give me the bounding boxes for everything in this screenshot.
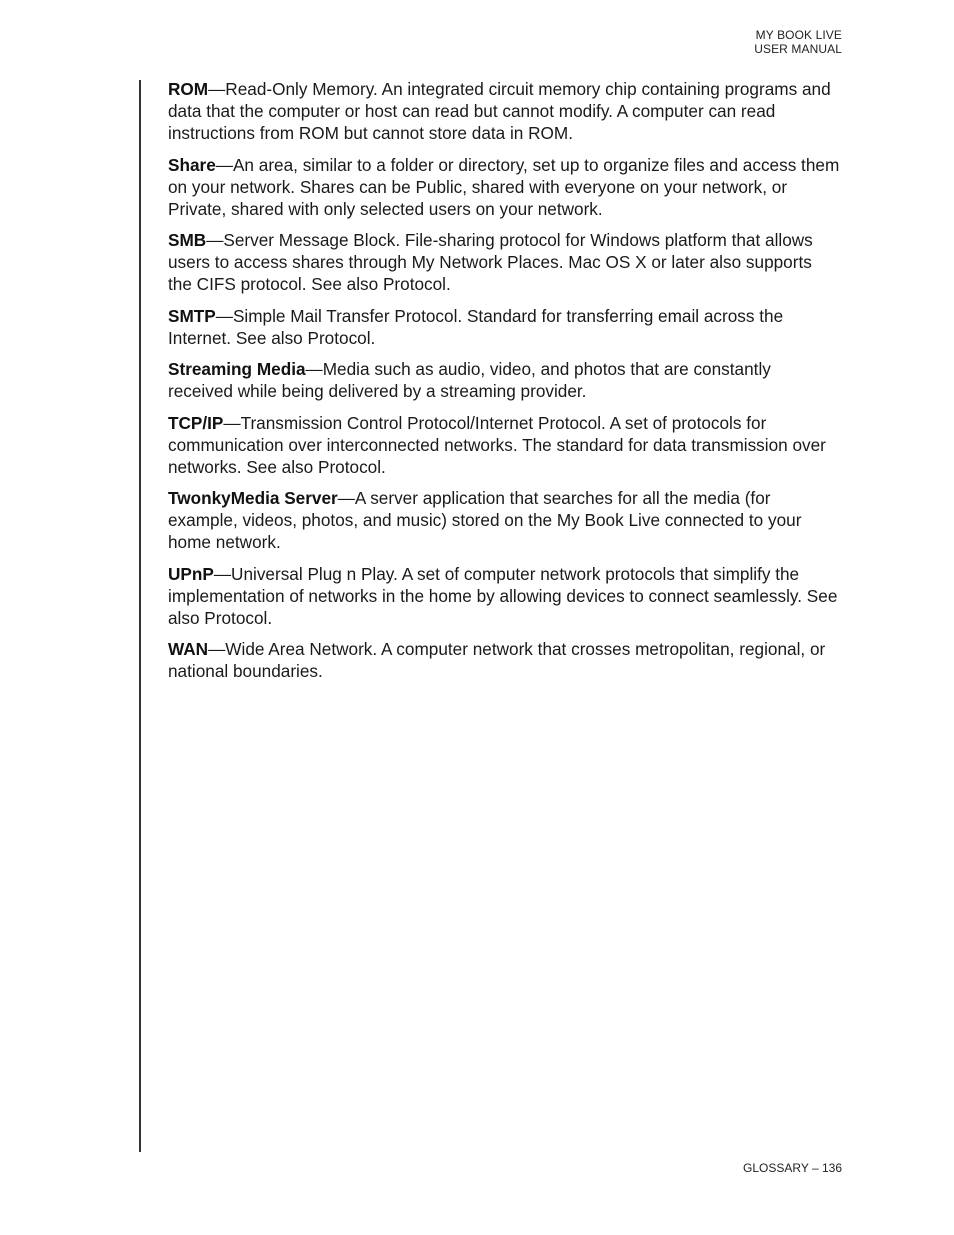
- glossary-entry-share: [168, 154, 840, 220]
- glossary-entry-upnp: [168, 563, 840, 629]
- left-margin-rule: [139, 80, 141, 1152]
- glossary-term: SMTP: [168, 305, 216, 326]
- glossary-definition: —Simple Mail Transfer Protocol. Standard for transferring email across the Internet. See also Protocol.: [168, 305, 784, 348]
- glossary-content: [168, 78, 840, 692]
- glossary-definition: —Server Message Block. File-sharing protocol for Windows platform that allows users to access shares through My Network Places. Mac OS X or later also supports the CIFS protocol. See also Protocol.: [168, 230, 813, 294]
- glossary-entry-rom: [168, 78, 840, 144]
- glossary-term: Share: [168, 154, 216, 175]
- glossary-entry-smtp: [168, 305, 840, 349]
- glossary-term: SMB: [168, 230, 207, 250]
- glossary-term: TwonkyMedia Server: [168, 488, 338, 508]
- glossary-definition: —An area, similar to a folder or directory, set up to organize files and access them on your network. Shares can be Public, shared with everyone on your network, or Private, shared with only selected users on your network.: [168, 154, 840, 219]
- glossary-entry-smb: [168, 229, 840, 295]
- header-manual-title: USER MANUAL: [754, 42, 842, 56]
- glossary-definition: —Transmission Control Protocol/Internet Protocol. A set of protocols for communication over interconnected networks. The standard for data transmission over networks. See also Protocol.: [168, 412, 826, 477]
- glossary-definition: —Read-Only Memory. An integrated circuit memory chip containing programs and data that the computer or host can read but cannot modify. A computer can read instructions from ROM but cannot store data in ROM.: [168, 79, 831, 143]
- glossary-entry-streaming-media: [168, 358, 840, 402]
- glossary-term: Streaming Media: [168, 359, 306, 379]
- glossary-definition: —Media such as audio, video, and photos that are constantly received while being delivered by a streaming provider.: [168, 359, 771, 401]
- glossary-term: WAN: [168, 639, 209, 659]
- glossary-term: UPnP: [168, 563, 214, 584]
- glossary-definition: —A server application that searches for all the media (for example, videos, photos, and music) stored on the My Book Live connected to your home network.: [168, 488, 802, 552]
- glossary-entry-twonkymedia-server: [168, 487, 840, 553]
- glossary-entry-tcp-ip: [168, 412, 840, 478]
- glossary-term: ROM: [168, 79, 209, 99]
- page-footer: GLOSSARY – 136: [743, 1161, 842, 1175]
- header-product-title: MY BOOK LIVE: [755, 28, 842, 42]
- page-header: [754, 28, 842, 56]
- glossary-term: TCP/IP: [168, 412, 224, 433]
- glossary-definition: —Universal Plug n Play. A set of computer network protocols that simplify the implementation of networks in the home by allowing devices to connect seamlessly. See also Protocol.: [168, 563, 838, 628]
- glossary-entry-wan: [168, 638, 840, 682]
- glossary-definition: —Wide Area Network. A computer network that crosses metropolitan, regional, or national boundaries.: [168, 639, 826, 681]
